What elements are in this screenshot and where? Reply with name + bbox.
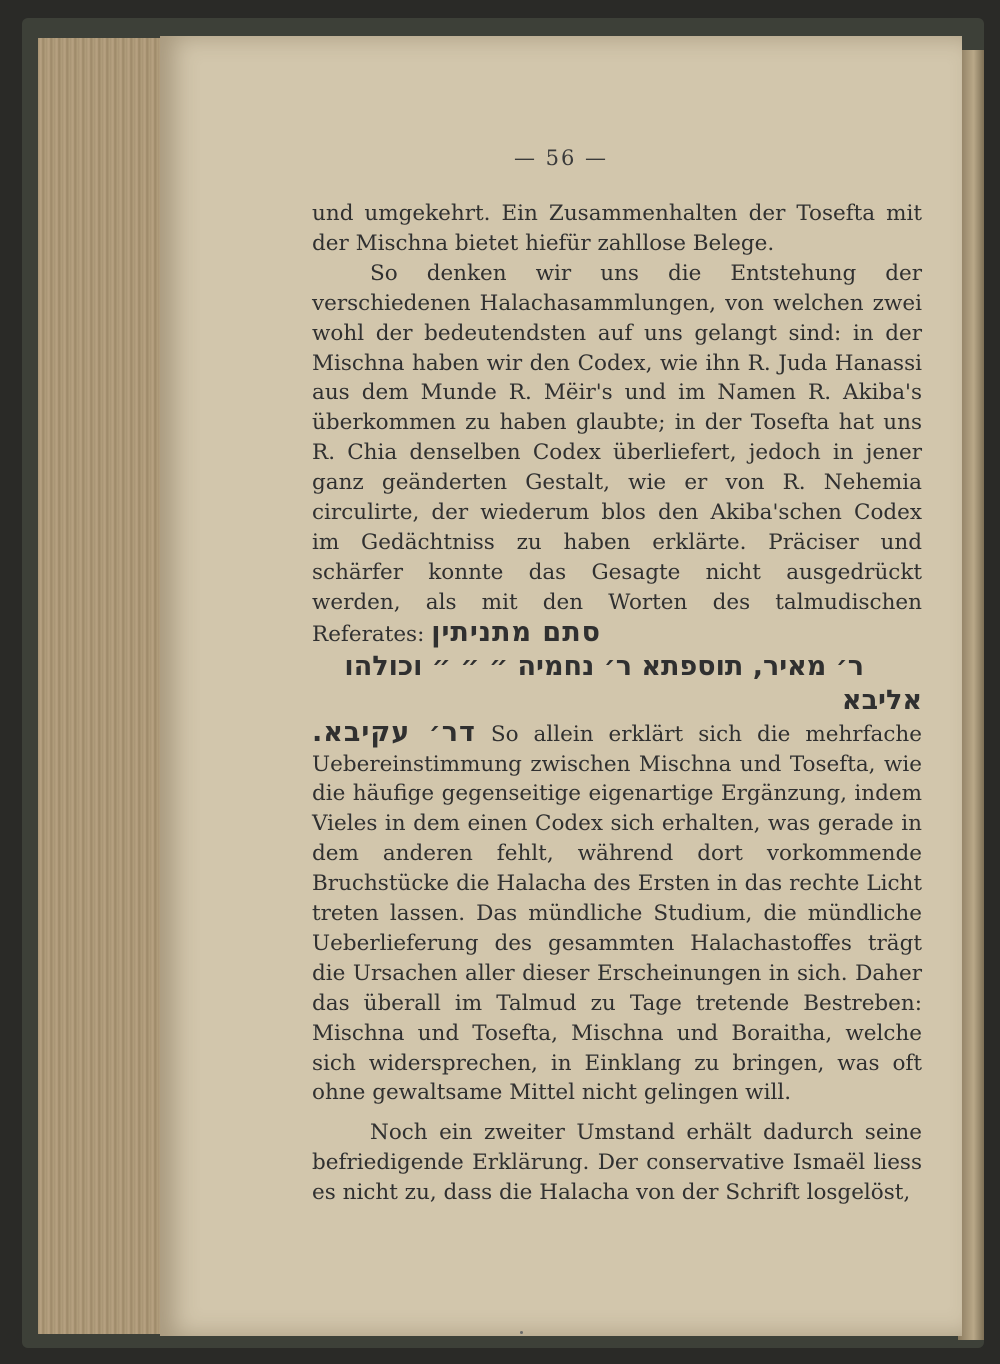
- paragraph: und umgekehrt. Ein Zusammenhalten der Tosefta mit der Mischna bietet hiefür zahllose Belege.: [312, 201, 922, 256]
- paragraph-text: So allein erklärt sich die mehrfache Uebereinstimmung zwischen Mischna und Tosefta, wie die häufige gegenseitige eigenartige Ergänzung, indem Vieles in dem einen Codex sich erhalten, was gerade in dem anderen fehlt, während dort vorkommende Bruchstücke die Halacha des Ersten in das rechte Licht treten lassen. Das mündliche Studium, die mündliche Ueberlieferung des gesammten Halachastoffes trägt die Ursachen aller dieser Erscheinungen in sich. Daher das überall im Talmud zu Tage tretende Bestreben: Mischna und Tosefta, Mischna und Boraitha, welche sich widersprechen, in Einklang zu bringen, was oft ohne gewaltsame Mittel nicht gelingen will.: [312, 721, 922, 1106]
- hebrew-quote-line: ר׳ מאיר, תוספתא ר׳ נחמיה ״ ״ ״ וכולהו אליבא: [344, 650, 922, 716]
- page-edges-left: [38, 38, 168, 1334]
- hebrew-quote: סתם מתניתין: [431, 616, 602, 648]
- book-page: [160, 36, 962, 1336]
- paragraph: Noch ein zweiter Umstand erhält dadurch seine befriedigende Erklärung. Der conservative Ismaël liess es nicht zu, dass die Halacha von der Schrift losgelöst,: [312, 1120, 922, 1206]
- paragraph: [312, 259, 922, 1109]
- page-body: [312, 199, 922, 1208]
- hebrew-quote-end: דר׳ עקיבא.: [312, 716, 476, 748]
- paragraph-text: So denken wir uns die Entstehung der verschiedenen Halachasammlungen, von welchen zwei wohl der bedeutendsten auf uns gelangt sind: in der Mischna haben wir den Codex, wie ihn R. Juda Hanassi aus dem Munde R. Mëir's und im Namen R. Akiba's überkommen zu haben glaubte; in der Tosefta hat uns R. Chia denselben Codex überliefert, jedoch in jener ganz geänderten Gestalt, wie er von R. Nehemia circulirte, der wiederum blos den Akiba'schen Codex im Gedächtniss zu haben erklärte. Präciser und schärfer konnte das Gesagte nicht ausgedrückt werden, als mit den Worten des talmudischen Referates:: [312, 260, 922, 647]
- page-number: — 56 —: [513, 146, 609, 170]
- paper-speck: [520, 1331, 523, 1334]
